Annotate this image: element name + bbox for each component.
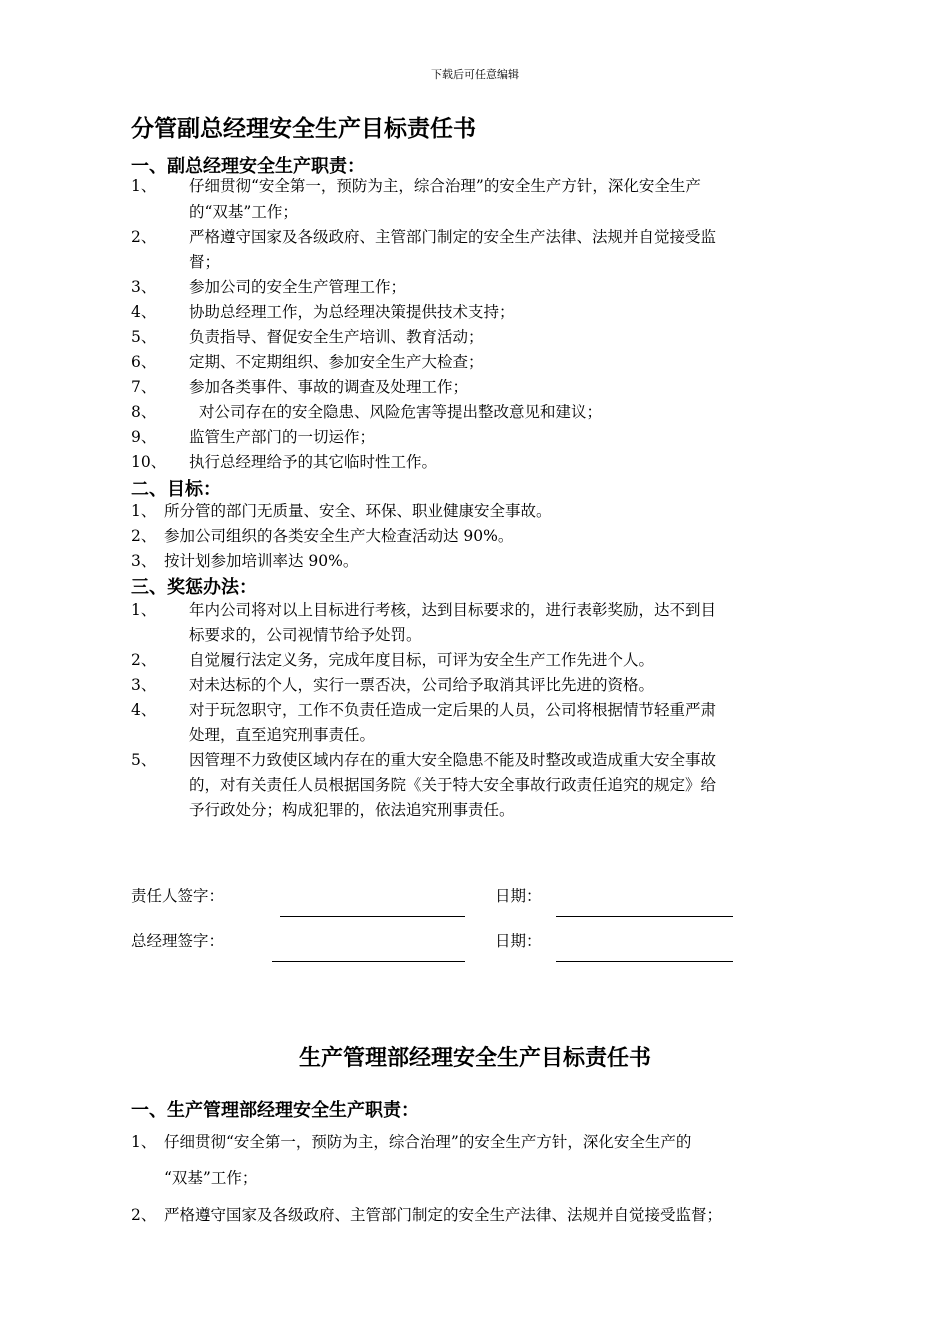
section-heading-rewards: 三、奖惩办法： xyxy=(131,577,257,598)
item-text: 自觉履行法定义务，完成年度目标，可评为安全生产工作先进个人。 xyxy=(189,651,655,669)
signature-line xyxy=(280,916,465,917)
item-text: 所分管的部门无质量、安全、环保、职业健康安全事故。 xyxy=(164,502,552,520)
item-text-continued: 的“双基”工作； xyxy=(189,203,298,221)
item-text: 定期、不定期组织、参加安全生产大检查； xyxy=(189,353,484,371)
item-text-continued: 予行政处分；构成犯罪的，依法追究刑事责任。 xyxy=(189,801,515,819)
item-number: 7、 xyxy=(131,378,157,396)
item-text: 严格遵守国家及各级政府、主管部门制定的安全生产法律、法规并自觉接受监督； xyxy=(164,1206,723,1224)
item-text: 对于玩忽职守，工作不负责任造成一定后果的人员，公司将根据情节轻重严肃 xyxy=(189,701,717,719)
item-text: 执行总经理给予的其它临时性工作。 xyxy=(189,453,438,471)
item-text: 参加各类事件、事故的调查及处理工作； xyxy=(189,378,469,396)
item-number: 10、 xyxy=(131,453,167,471)
item-text: 对未达标的个人，实行一票否决，公司给予取消其评比先进的资格。 xyxy=(189,676,655,694)
item-text: 对公司存在的安全隐患、风险危害等提出整改意见和建议； xyxy=(199,403,603,421)
item-text: 负责指导、督促安全生产培训、教育活动； xyxy=(189,328,484,346)
item-number: 5、 xyxy=(131,328,157,346)
item-number: 4、 xyxy=(131,303,157,321)
item-number: 1、 xyxy=(131,177,157,195)
item-number: 6、 xyxy=(131,353,157,371)
item-number: 2、 xyxy=(131,228,157,246)
responsible-signature-label: 责任人签字： xyxy=(131,887,225,905)
item-text: 参加公司组织的各类安全生产大检查活动达 90%。 xyxy=(164,527,514,545)
item-number: 8、 xyxy=(131,403,157,421)
item-text: 仔细贯彻“安全第一，预防为主，综合治理”的安全生产方针，深化安全生产的 xyxy=(164,1133,692,1151)
item-number: 3、 xyxy=(131,278,157,296)
date-label: 日期： xyxy=(495,887,542,905)
date-label: 日期： xyxy=(495,932,542,950)
page-header: 下载后可任意编辑 xyxy=(431,68,519,81)
section-heading-duties: 一、副总经理安全生产职责： xyxy=(131,156,365,177)
item-text-continued: 标要求的，公司视情节给予处罚。 xyxy=(189,626,422,644)
item-number: 5、 xyxy=(131,751,157,769)
item-number: 3、 xyxy=(131,676,157,694)
item-text: 参加公司的安全生产管理工作； xyxy=(189,278,407,296)
item-text-continued: “双基”工作； xyxy=(164,1169,258,1187)
item-text-continued: 处理，直至追究刑事责任。 xyxy=(189,726,376,744)
date-line xyxy=(556,916,733,917)
section-heading-targets: 二、目标： xyxy=(131,479,221,500)
signature-line xyxy=(272,961,465,962)
item-number: 2、 xyxy=(131,527,157,545)
item-text: 严格遵守国家及各级政府、主管部门制定的安全生产法律、法规并自觉接受监 xyxy=(189,228,717,246)
item-number: 3、 xyxy=(131,552,157,570)
document-title: 分管副总经理安全生产目标责任书 xyxy=(131,116,476,142)
item-number: 1、 xyxy=(131,601,157,619)
item-text: 因管理不力致使区域内存在的重大安全隐患不能及时整改或造成重大安全事故 xyxy=(189,751,717,769)
item-number: 2、 xyxy=(131,1206,157,1224)
item-number: 4、 xyxy=(131,701,157,719)
item-text-continued: 督； xyxy=(189,253,221,271)
gm-signature-label: 总经理签字： xyxy=(131,932,225,950)
item-text: 年内公司将对以上目标进行考核，达到目标要求的，进行表彰奖励，达不到目 xyxy=(189,601,717,619)
item-text: 协助总经理工作，为总经理决策提供技术支持； xyxy=(189,303,515,321)
date-line xyxy=(556,961,733,962)
item-text: 按计划参加培训率达 90%。 xyxy=(164,552,359,570)
item-number: 2、 xyxy=(131,651,157,669)
section-heading-duties: 一、生产管理部经理安全生产职责： xyxy=(131,1100,419,1121)
item-text: 仔细贯彻“安全第一，预防为主，综合治理”的安全生产方针，深化安全生产 xyxy=(189,177,701,195)
item-number: 9、 xyxy=(131,428,157,446)
document-title: 生产管理部经理安全生产目标责任书 xyxy=(298,1046,651,1071)
item-text-continued: 的，对有关责任人员根据国务院《关于特大安全事故行政责任追究的规定》给 xyxy=(189,776,717,794)
item-number: 1、 xyxy=(131,502,157,520)
item-text: 监管生产部门的一切运作； xyxy=(189,428,376,446)
item-number: 1、 xyxy=(131,1133,157,1151)
